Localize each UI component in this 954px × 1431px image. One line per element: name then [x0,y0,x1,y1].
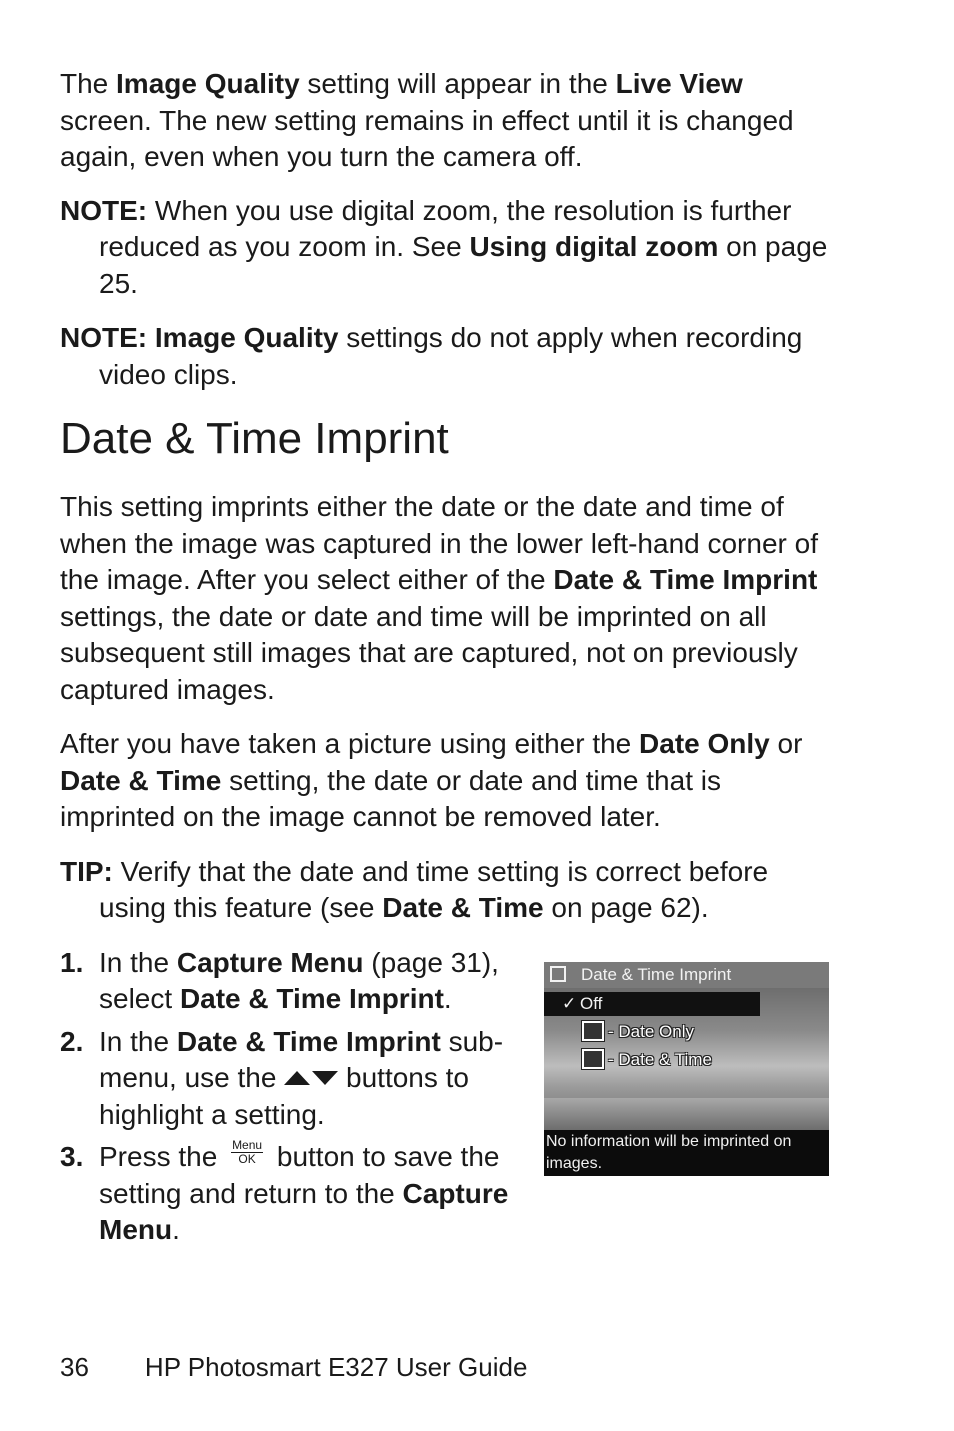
up-arrow-icon [284,1071,310,1085]
section-paragraph-1: This setting imprints either the date or the date and time of when the image was captured in the lower left-hand corner of the image. After you select either of the Date & Time Imprint settings, the date or date and time will be imprinted on all subsequent still images that are captured, not on previously captured images. [60,491,818,705]
camera-lcd-screenshot [544,962,829,1176]
menu-ok-button-icon: Menu OK [232,1138,263,1166]
calendar-clock-icon [582,1049,604,1069]
intro-paragraph: The Image Quality setting will appear in the Live View screen. The new setting remains in effect until it is changed again, even when you turn the camera off. [60,68,794,172]
page-number: 36 [60,1352,89,1382]
section-paragraph-2: After you have taken a picture using either the Date Only or Date & Time setting, the date or date and time that is imprinted on the image cannot be removed later. [60,728,803,832]
note-label: NOTE: [60,322,148,353]
down-arrow-icon [312,1071,338,1085]
lcd-option-off[interactable]: ✓ Off [544,992,760,1016]
lcd-option-date-only[interactable]: - Date Only [582,1020,694,1044]
lcd-menu-header: Date & Time Imprint [544,962,829,988]
note-label: NOTE: [60,194,148,226]
date-time-imprint-icon [550,966,566,982]
step-item: 3. Press the Menu OK button to save the setting and return to the Capture Menu. [60,1138,509,1245]
section-heading: Date & Time Imprint [60,414,449,463]
tip: TIP: Verify that the date and time setting is correct before using this feature (see Date & Time on page 62). [60,855,769,923]
page-footer [60,1350,527,1384]
calendar-icon [582,1021,604,1041]
lcd-help-text: No information will be imprinted on images. [544,1130,829,1176]
note-video-clips: NOTE: Image Quality settings do not apply when recording video clips. [60,322,803,390]
check-icon: ✓ [562,994,577,1013]
lcd-option-date-time[interactable]: - Date & Time [582,1048,712,1072]
note-digital-zoom: NOTE: When you use digital zoom, the resolution is further reduced as you zoom in. See Using digital zoom on page 25. [60,194,828,299]
guide-title: HP Photosmart E327 User Guide [144,1352,528,1382]
step-item: 1. In the Capture Menu (page 31), select Date & Time Imprint. [60,946,499,1014]
step-item: 2. In the Date & Time Imprint sub-menu, use the buttons to highlight a setting. [60,1025,504,1130]
tip-label: TIP: [60,855,113,887]
